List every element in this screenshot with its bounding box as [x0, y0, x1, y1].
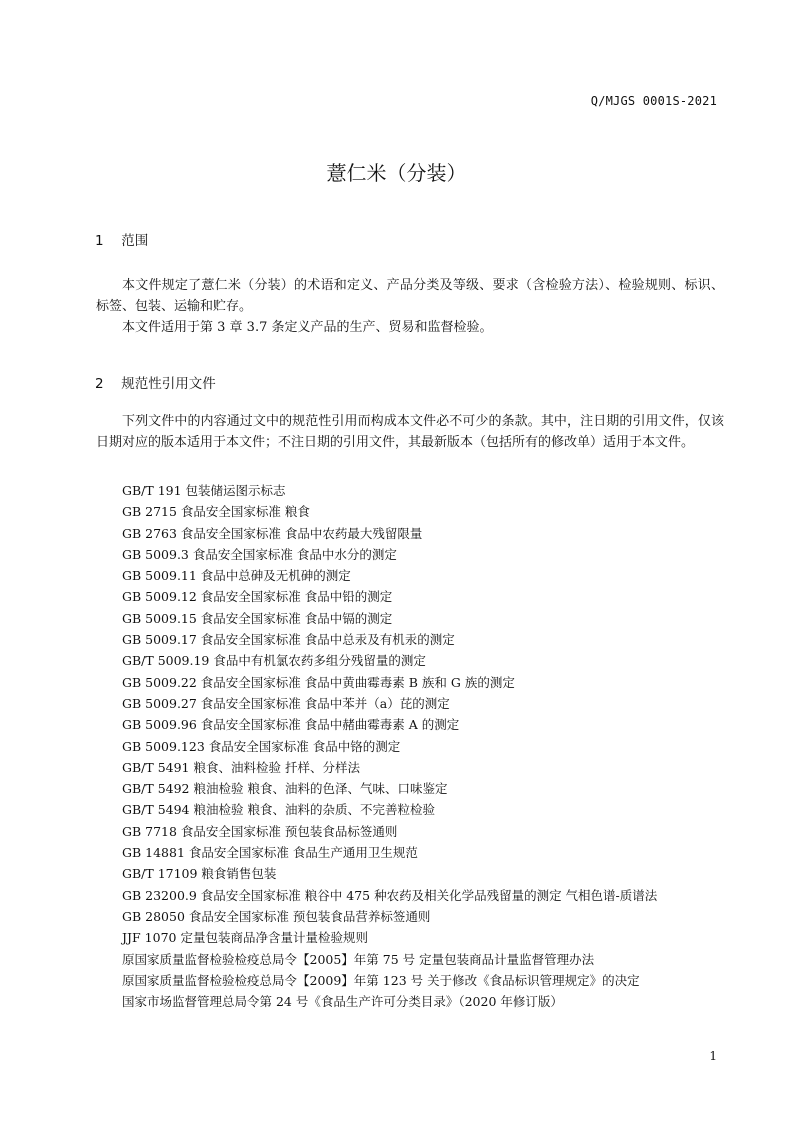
- reference-item: GB 2763 食品安全国家标准 食品中农药最大残留限量: [122, 525, 423, 541]
- page-number: 1: [709, 1049, 717, 1063]
- reference-item: GB 5009.96 食品安全国家标准 食品中赭曲霉毒素 A 的测定: [122, 717, 460, 733]
- reference-item: GB/T 5009.19 食品中有机氯农药多组分残留量的测定: [122, 653, 426, 669]
- reference-item: GB 7718 食品安全国家标准 预包装食品标签通则: [122, 823, 398, 839]
- reference-item: GB 5009.27 食品安全国家标准 食品中苯并（a）芘的测定: [122, 695, 450, 711]
- section-number: 2: [95, 376, 104, 392]
- section-2-heading: [95, 372, 216, 392]
- reference-item: GB 5009.22 食品安全国家标准 食品中黄曲霉毒素 B 族和 G 族的测定: [122, 674, 515, 690]
- reference-item: GB/T 5494 粮油检验 粮食、油料的杂质、不完善粒检验: [122, 802, 435, 818]
- reference-item: GB/T 5491 粮食、油料检验 扦样、分样法: [122, 759, 360, 775]
- reference-item: 国家市场监督管理总局令第 24 号《食品生产许可分类目录》（2020 年修订版）: [122, 994, 563, 1010]
- reference-list: [122, 480, 657, 1012]
- reference-item: GB 5009.12 食品安全国家标准 食品中铅的测定: [122, 589, 393, 605]
- section-title: 范围: [121, 233, 149, 249]
- reference-item: GB/T 191 包装储运图示标志: [122, 483, 286, 498]
- section-number: 1: [95, 233, 104, 249]
- scope-paragraph-2: 本文件适用于第 3 章 3.7 条定义产品的生产、贸易和监督检验。: [122, 320, 493, 335]
- reference-item: GB 5009.11 食品中总砷及无机砷的测定: [122, 568, 351, 584]
- reference-item: JJF 1070 定量包装商品净含量计量检验规则: [122, 930, 368, 946]
- section-1-heading: [95, 229, 148, 249]
- normative-references-intro: 下列文件中的内容通过文中的规范性引用而构成本文件必不可少的条款。其中，注日期的引用文件，仅该日期对应的版本适用于本文件；不注日期的引用文件，其最新版本（包括所有的修改单）适用于本文件。: [96, 414, 724, 450]
- document-title: 薏仁米（分装）: [326, 161, 467, 185]
- scope-paragraph-1: 本文件规定了薏仁米（分装）的术语和定义、产品分类及等级、要求（含检验方法）、检验规则、标识、标签、包装、运输和贮存。: [96, 278, 724, 314]
- reference-item: GB 5009.17 食品安全国家标准 食品中总汞及有机汞的测定: [122, 632, 455, 648]
- reference-item: GB 23200.9 食品安全国家标准 粮谷中 475 种农药及相关化学品残留量的测定 气相色谱-质谱法: [122, 887, 658, 903]
- reference-item: GB 5009.15 食品安全国家标准 食品中镉的测定: [122, 610, 393, 626]
- reference-item: GB 28050 食品安全国家标准 预包装食品营养标签通则: [122, 908, 431, 924]
- reference-item: GB/T 5492 粮油检验 粮食、油料的色泽、气味、口味鉴定: [122, 781, 448, 797]
- reference-item: 原国家质量监督检验检疫总局令【2005】年第 75 号 定量包装商品计量监督管理办法: [122, 951, 595, 967]
- reference-item: GB 2715 食品安全国家标准 粮食: [122, 504, 310, 520]
- reference-item: GB 14881 食品安全国家标准 食品生产通用卫生规范: [122, 845, 418, 861]
- section-title: 规范性引用文件: [121, 376, 216, 392]
- reference-item: GB/T 17109 粮食销售包装: [122, 866, 277, 882]
- reference-item: 原国家质量监督检验检疫总局令【2009】年第 123 号 关于修改《食品标识管理规定》的决定: [122, 972, 640, 988]
- document-code: Q/MJGS 0001S-2021: [590, 94, 717, 108]
- reference-item: GB 5009.3 食品安全国家标准 食品中水分的测定: [122, 546, 397, 562]
- reference-item: GB 5009.123 食品安全国家标准 食品中铬的测定: [122, 738, 401, 754]
